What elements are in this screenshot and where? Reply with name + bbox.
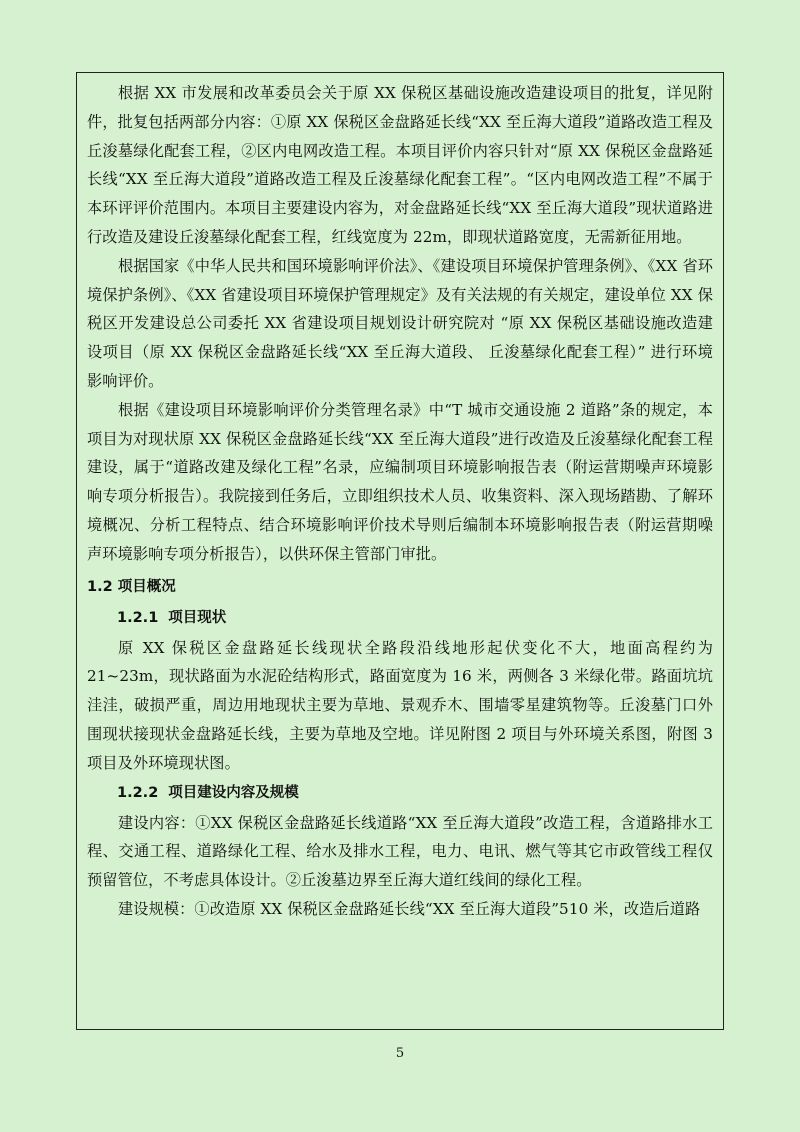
section-number: 1.2.2: [117, 784, 159, 801]
intro-paragraph-1: 根据 XX 市发展和改革委员会关于原 XX 保税区基础设施改造建设项目的批复，详见附件，批复包括两部分内容：①原 XX 保税区金盘路延长线“XX 至丘海大道段”道路改造工程及丘浚墓绿化配套工程，②区内电网改造工程。本项目评价内容只针对“原 XX 保税区金盘路延长线“XX 至丘海大道段”道路改造工程及丘浚墓绿化配套工程”。“区内电网改造工程”不属于本环评评价范围内。本项目主要建设内容为，对金盘路延长线“XX 至丘海大道段”现状道路进行改造及建设丘浚墓绿化配套工程，红线宽度为 22m，即现状道路宽度，无需新征用地。: [87, 84, 713, 246]
construction-content-paragraph: 建设内容：①XX 保税区金盘路延长线道路“XX 至丘海大道段”改造工程，含道路排水工程、交通工程、道路绿化工程、给水及排水工程，电力、电讯、燃气等其它市政管线工程仅预留管位，不考虑具体设计。②丘浚墓边界至丘海大道红线间的绿化工程。: [87, 813, 713, 890]
page-number: 5: [395, 1046, 405, 1061]
section-title: 项目建设内容及规模: [168, 784, 299, 801]
construction-scale-paragraph: 建设规模：①改造原 XX 保税区金盘路延长线“XX 至丘海大道段”510 米，改造后道路: [118, 899, 701, 918]
status-paragraph: 原 XX 保税区金盘路延长线现状全路段沿线地形起伏变化不大，地面高程约为 21~23m，现状路面为水泥砼结构形式，路面宽度为 16 米，两侧各 3 米绿化带。路面坑坑洼洼，破损严重，周边用地现状主要为草地、景观乔木、围墙零星建筑物等。丘浚墓门口外围现状接现状金盘路延长线，主要为草地及空地。详见附图 2 项目与外环境关系图，附图 3 项目及外环境现状图。: [87, 638, 713, 772]
section-title: 项目现状: [168, 609, 227, 626]
section-heading-1-2-1: [87, 603, 713, 634]
section-number: 1.2.1: [117, 609, 159, 626]
intro-paragraph-3: 根据《建设项目环境影响评价分类管理名录》中“T 城市交通设施 2 道路”条的规定，本项目为对现状原 XX 保税区金盘路延长线“XX 至丘海大道段”进行改造及丘浚墓绿化配套工程建设，属于“道路改建及绿化工程”名录，应编制项目环境影响报告表（附运营期噪声环境影响专项分析报告）。我院接到任务后，立即组织技术人员、收集资料、深入现场踏勘、了解环境概况、分析工程特点、结合环境影响评价技术导则后编制本环境影响报告表（附运营期噪声环境影响专项分析报告），以供环保主管部门审批。: [87, 400, 713, 563]
document-frame: [76, 72, 724, 1030]
intro-paragraph-2: 根据国家《中华人民共和国环境影响评价法》、《建设项目环境保护管理条例》、《XX 省环境保护条例》、《XX 省建设项目环境保护管理规定》及有关法规的有关规定，建设单位 XX 保税区开发建设总公司委托 XX 省建设项目规划设计研究院对 “原 XX 保税区基础设施改造建设项目（原 XX 保税区金盘路延长线“XX 至丘海大道段、 丘浚墓绿化配套工程）” 进行环境影响评价。: [87, 256, 713, 390]
section-heading-1-2-2: [87, 778, 713, 809]
section-heading-1-2: 1.2 项目概况: [87, 578, 176, 595]
